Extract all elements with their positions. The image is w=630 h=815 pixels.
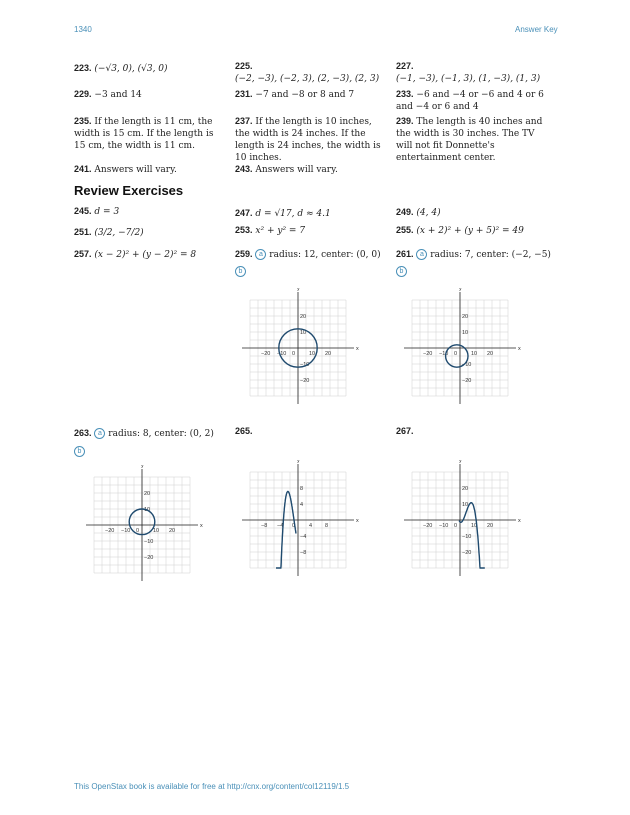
x-tick-label: 10: [309, 351, 316, 357]
y-tick-label: 20: [300, 314, 307, 320]
x-tick-label: −10: [439, 351, 449, 357]
answer-231: 231. −7 and −8 or 8 and 7: [235, 89, 355, 100]
answer-257: 257. (x − 2)² + (y − 2)² = 8: [74, 249, 197, 260]
graph-261-circle: [398, 288, 528, 410]
y-tick-label: 20: [462, 486, 469, 492]
y-tick-label: 4: [300, 502, 304, 508]
origin-label: 0: [454, 351, 458, 357]
y-tick-label: −10: [462, 362, 472, 368]
answer-223: 223. (−√3, 0), (√3, 0): [74, 63, 168, 74]
part-b-badge: b: [74, 446, 85, 457]
origin-label: 0: [136, 528, 140, 534]
section-heading: Review Exercises: [74, 183, 184, 198]
x-tick-label: 20: [487, 523, 494, 529]
x-tick-label: −20: [423, 351, 433, 357]
answer-245: 245. d = 3: [74, 206, 120, 217]
x-tick-label: −8: [261, 523, 268, 529]
part-a-badge: a: [255, 249, 266, 260]
part-b-263: [74, 446, 85, 458]
x-axis-label: x: [356, 346, 359, 352]
y-axis-label: y: [297, 288, 300, 292]
y-tick-label: 20: [462, 314, 469, 320]
y-axis-label: y: [141, 465, 144, 469]
x-tick-label: −10: [277, 351, 287, 357]
y-tick-label: −20: [462, 378, 472, 384]
part-a-badge: a: [416, 249, 427, 260]
answer-251: 251. (3/2, −7/2): [74, 227, 144, 238]
x-tick-label: −20: [423, 523, 433, 529]
y-tick-label: 8: [300, 486, 304, 492]
x-tick-label: 4: [309, 523, 313, 529]
answer-243: 243. Answers will vary.: [235, 164, 338, 175]
answer-259: 259. a radius: 12, center: (0, 0): [235, 249, 381, 260]
x-axis-label: x: [356, 518, 359, 524]
answer-229: 229. −3 and 14: [74, 89, 142, 100]
answer-253: 253. x² + y² = 7: [235, 225, 306, 236]
answer-239: 239. The length is 40 inches and the width is 30 inches. The TV will not fit Donnette's entertainment center.: [396, 116, 543, 163]
y-tick-label: 10: [462, 502, 469, 508]
y-axis-label: y: [459, 460, 462, 464]
answer-263: 263. a radius: 8, center: (0, 2): [74, 428, 214, 439]
graph-265-cubic: [236, 460, 366, 582]
y-tick-label: −20: [300, 378, 310, 384]
answer-235: 235. If the length is 11 cm, the width is 15 cm. If the length is 15 cm, the width is 11 cm.: [74, 116, 214, 151]
part-a-badge: a: [94, 428, 105, 439]
x-tick-label: −10: [439, 523, 449, 529]
y-tick-label: −10: [144, 539, 154, 545]
y-tick-label: −4: [300, 534, 307, 540]
origin-label: 0: [454, 523, 458, 529]
y-tick-label: 10: [462, 330, 469, 336]
y-tick-label: −10: [462, 534, 472, 540]
y-tick-label: −20: [144, 555, 154, 561]
answer-241: 241. Answers will vary.: [74, 164, 177, 175]
x-tick-label: 8: [325, 523, 329, 529]
part-b-259: [235, 266, 246, 278]
page-number: 1340: [74, 25, 92, 34]
x-tick-label: 10: [471, 351, 478, 357]
answer-227: 227. (−1, −3), (−1, 3), (1, −3), (1, 3): [396, 61, 541, 84]
part-b-badge: b: [396, 266, 407, 277]
x-tick-label: 20: [169, 528, 176, 534]
x-tick-label: −20: [261, 351, 271, 357]
answer-247: 247. d = √17, d ≈ 4.1: [235, 208, 331, 219]
part-b-badge: b: [235, 266, 246, 277]
y-tick-label: 10: [300, 330, 307, 336]
x-axis-label: x: [518, 346, 521, 352]
x-tick-label: 10: [153, 528, 160, 534]
y-tick-label: 20: [144, 491, 151, 497]
answer-237: 237. If the length is 10 inches, the width is 24 inches. If the length is 24 inches, the width is 10 inches.: [235, 116, 381, 163]
y-axis-label: y: [459, 288, 462, 292]
x-tick-label: −10: [121, 528, 131, 534]
answer-225: 225. (−2, −3), (−2, 3), (2, −3), (2, 3): [235, 61, 380, 84]
y-axis-label: y: [297, 460, 300, 464]
answer-233: 233. −6 and −4 or −6 and 4 or 6 and −4 or 6 and 4: [396, 89, 544, 112]
footer-note: This OpenStax book is available for free at http://cnx.org/content/col12119/1.5: [74, 782, 350, 791]
x-tick-label: 20: [325, 351, 332, 357]
graph-259-circle: [236, 288, 366, 410]
x-tick-label: 20: [487, 351, 494, 357]
y-tick-label: −10: [300, 362, 310, 368]
cubic-curve: [276, 492, 296, 569]
y-tick-label: 10: [144, 507, 151, 513]
x-tick-label: −4: [277, 523, 284, 529]
answer-255: 255. (x + 2)² + (y + 5)² = 49: [396, 225, 524, 236]
x-axis-label: x: [518, 518, 521, 524]
origin-label: 0: [292, 523, 296, 529]
part-b-261: [396, 266, 407, 278]
x-tick-label: 10: [471, 523, 478, 529]
x-tick-label: −20: [105, 528, 115, 534]
y-tick-label: −8: [300, 550, 307, 556]
answer-249: 249. (4, 4): [396, 207, 441, 218]
graph-267-cubic: [398, 460, 528, 582]
y-tick-label: −20: [462, 550, 472, 556]
answer-267: 267.: [396, 426, 414, 436]
answer-265: 265.: [235, 426, 253, 436]
section-title: Answer Key: [515, 25, 558, 34]
answer-261: 261. a radius: 7, center: (−2, −5): [396, 249, 551, 260]
origin-label: 0: [292, 351, 296, 357]
x-axis-label: x: [200, 523, 203, 529]
graph-263-circle: [80, 465, 210, 587]
